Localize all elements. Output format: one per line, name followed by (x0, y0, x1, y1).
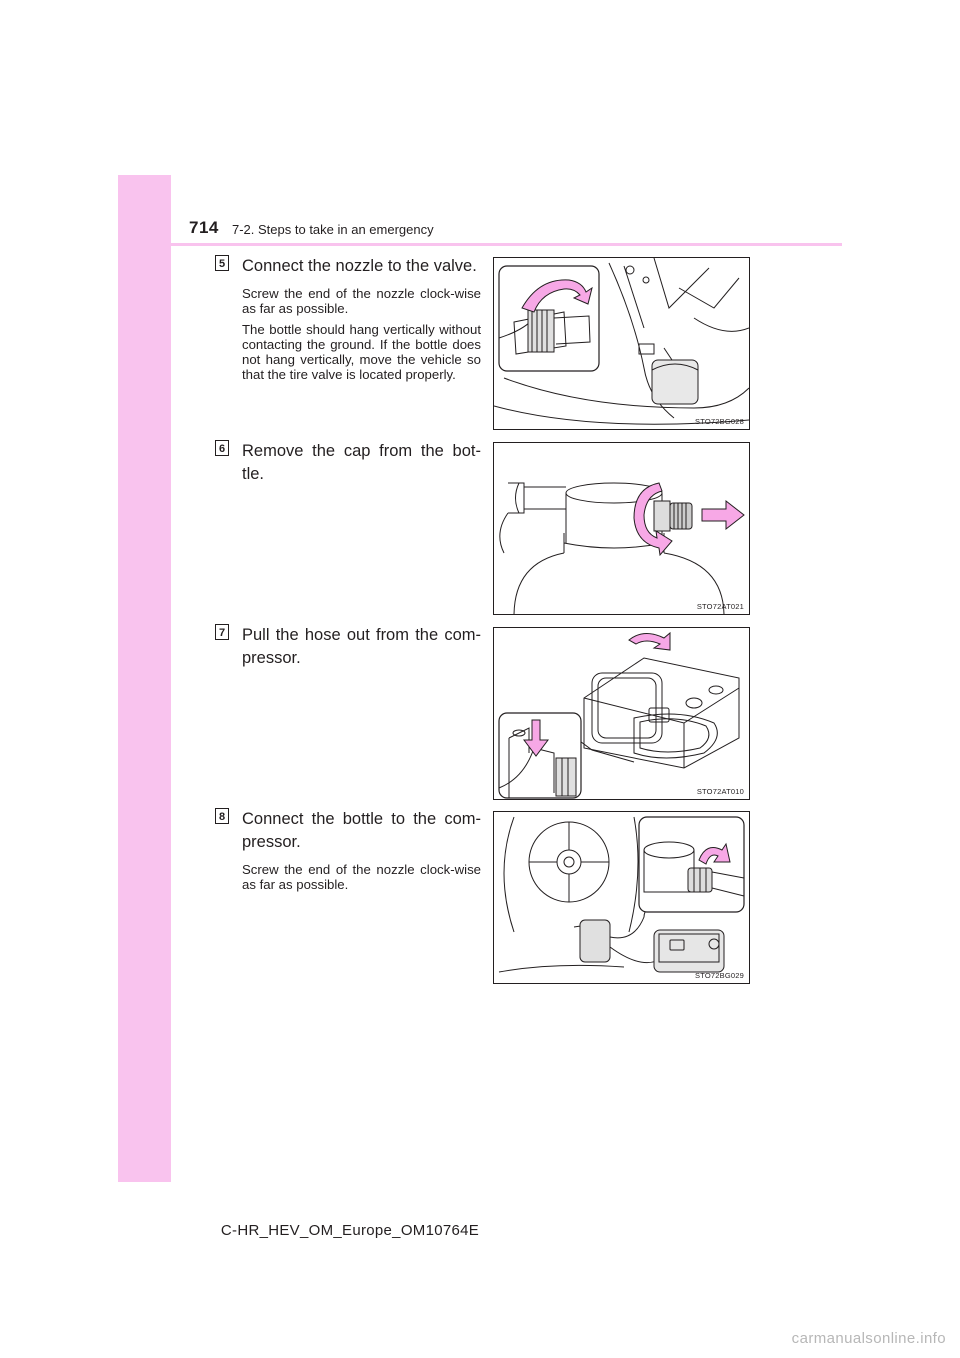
rotation-arrow-icon (629, 633, 670, 650)
compressor-hose-illustration (494, 628, 750, 800)
figure-connect-bottle (493, 811, 750, 984)
page-number: 714 (189, 218, 219, 237)
figure-code: STO72AT021 (696, 602, 744, 611)
step-note: The bottle should hang vertically without contacting the ground. If the bottle does not hang vertically, move the vehicle so that the tire valve is located properly. (242, 322, 481, 382)
step-note: Screw the end of the nozzle clock-wise as far as possible. (242, 862, 481, 892)
step-note: Screw the end of the nozzle clock-wise as far as possible. (242, 286, 481, 316)
document-code: C-HR_HEV_OM_Europe_OM10764E (220, 1222, 480, 1239)
figure-remove-cap (493, 442, 750, 615)
section-title: 7-2. Steps to take in an emergency (232, 222, 434, 237)
figure-code: STO72BG028 (695, 417, 744, 426)
figure-code: STO72AT010 (696, 787, 744, 796)
step-heading: Connect the nozzle to the valve. (242, 257, 477, 275)
step-8 (215, 808, 481, 892)
figure-connect-nozzle (493, 257, 750, 430)
figure-pull-hose (493, 627, 750, 800)
step-number-badge: 6 (215, 440, 229, 456)
step-number-badge: 5 (215, 255, 229, 271)
header-rule (118, 243, 842, 246)
pull-arrow-icon (702, 501, 744, 529)
step-7 (215, 624, 481, 670)
watermark: carmanualsonline.info (791, 1330, 946, 1347)
nozzle-valve-illustration (494, 258, 750, 430)
step-number-badge: 8 (215, 808, 229, 824)
bottle-cap-illustration (494, 443, 750, 615)
page-sidebar-tab (118, 175, 171, 1182)
bottle-compressor-illustration (494, 812, 750, 984)
step-heading: Remove the cap from the bot-tle. (242, 442, 481, 483)
step-heading: Pull the hose out from the com-pressor. (242, 626, 481, 667)
step-5 (215, 255, 481, 382)
step-number-badge: 7 (215, 624, 229, 640)
figure-code: STO72BG029 (695, 971, 744, 980)
step-6 (215, 440, 481, 486)
step-heading: Connect the bottle to the com-pressor. (242, 810, 481, 851)
